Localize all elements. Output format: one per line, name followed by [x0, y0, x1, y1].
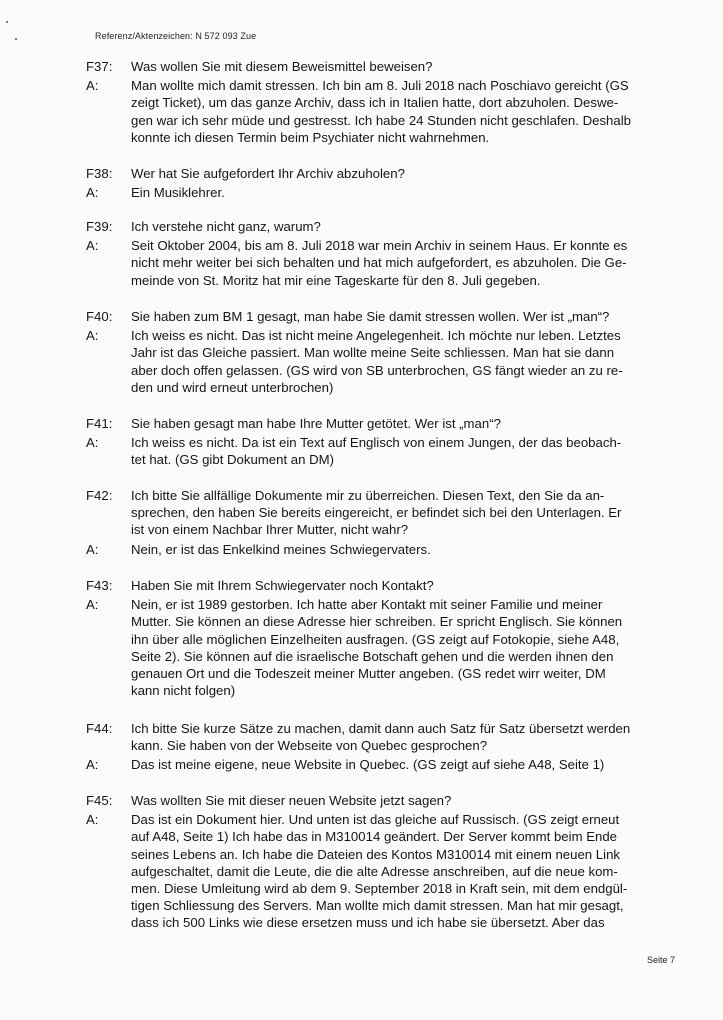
question-label: F43:	[86, 578, 113, 593]
question-row	[0, 792, 723, 809]
answer-label: A:	[86, 328, 99, 344]
answer-row	[0, 756, 723, 773]
answer-text: Ein Musiklehrer.	[131, 185, 225, 201]
answer-text: Nein, er ist das Enkelkind meines Schwiegervaters.	[131, 541, 431, 557]
qa-block-f39	[0, 218, 723, 289]
qa-block-f44	[0, 720, 723, 774]
answer-label: A:	[86, 812, 99, 828]
answer-text: Seit Oktober 2004, bis am 8. Juli 2018 war mein Archiv in seinem Haus. Er konnte es nicht mehr weiter bei sich behalten und hat mich aufgefordert, es abzuholen. Die Ge- meinde von St. Moritz hat mir eine Tageskarte für den 8. Juli gegeben.	[131, 238, 628, 288]
question-label: F38:	[86, 166, 113, 181]
question-text: Ich bitte Sie allfällige Dokumente mir zu überreichen. Diesen Text, den Sie da an- sprechen, den haben Sie bereits eingereicht, er befindet sich bei den Unterlagen. Er ist von einem Nachbar Ihrer Mutter, nicht wahr?	[131, 488, 622, 538]
question-row	[0, 577, 723, 594]
answer-row	[0, 184, 723, 201]
qa-block-f42	[0, 487, 723, 558]
question-text: Was wollten Sie mit dieser neuen Website jetzt sagen?	[131, 793, 452, 808]
answer-row	[0, 811, 723, 931]
question-text: Sie haben zum BM 1 gesagt, man habe Sie damit stressen wollen. Wer ist „man“?	[131, 309, 610, 324]
answer-row	[0, 434, 723, 468]
qa-block-f37	[0, 58, 723, 146]
question-label: F44:	[86, 721, 113, 736]
answer-text: Man wollte mich damit stressen. Ich bin am 8. Juli 2018 nach Poschiavo gereicht (GS zeigt Ticket), um das ganze Archiv, dass ich in Italien hatte, dort abzuholen. Deswe- gen war ich sehr müde und gestresst. Ich habe 24 Stunden nicht geschlafen. Deshalb konnte ich diesen Termin beim Psychiater nicht wahrnehmen.	[131, 78, 631, 145]
answer-row	[0, 237, 723, 289]
qa-block-f43	[0, 577, 723, 699]
question-label: F37:	[86, 59, 113, 74]
question-row	[0, 308, 723, 325]
answer-label: A:	[86, 238, 99, 254]
answer-label: A:	[86, 78, 99, 94]
answer-label: A:	[86, 541, 99, 557]
question-row	[0, 415, 723, 432]
qa-block-f40	[0, 308, 723, 396]
page-number: Seite 7	[647, 955, 676, 965]
question-row	[0, 720, 723, 754]
answer-row	[0, 327, 723, 396]
qa-block-f45	[0, 792, 723, 932]
question-row	[0, 165, 723, 182]
answer-label: A:	[86, 757, 99, 773]
question-label: F39:	[86, 219, 113, 234]
answer-text: Das ist meine eigene, neue Website in Quebec. (GS zeigt auf siehe A48, Seite 1)	[131, 757, 605, 773]
answer-label: A:	[86, 185, 99, 201]
answer-text: Das ist ein Dokument hier. Und unten ist das gleiche auf Russisch. (GS zeigt erneut auf A48, Seite 1) Ich habe das in M310014 geändert. Der Server kommt beim Ende seines Lebens an. Ich habe die Dateien des Kontos M310014 mit einem neuen Link aufgeschaltet, damit die Leute, die die alte Adresse anschreiben, auf die neue kom- men. Diese Umleitung wird ab dem 9. September 2018 in Kraft sein, mit dem endgül- tigen Schliessung des Servers. Man wollte mich damit stressen. Man hat mir gesagt, dass ich 500 Links wie diese ersetzen muss und ich habe sie übersetzt. Aber das	[131, 812, 628, 931]
answer-row	[0, 541, 723, 558]
answer-label: A:	[86, 435, 99, 451]
question-label: F45:	[86, 793, 113, 808]
question-row	[0, 487, 723, 539]
question-text: Sie haben gesagt man habe Ihre Mutter getötet. Wer ist „man“?	[131, 416, 501, 431]
answer-row	[0, 77, 723, 146]
answer-label: A:	[86, 597, 99, 613]
question-row	[0, 218, 723, 235]
scan-speck	[6, 21, 8, 23]
question-text: Wer hat Sie aufgefordert Ihr Archiv abzuholen?	[131, 166, 405, 181]
question-label: F42:	[86, 488, 113, 503]
qa-block-f38	[0, 165, 723, 201]
answer-text: Ich weiss es nicht. Das ist nicht meine Angelegenheit. Ich möchte nur leben. Letztes Jahr ist das Gleiche passiert. Man wollte meine Seite schliessen. Man hat sie dann aber doch offen gelassen. (GS wird von SB unterbrochen, GS fängt wieder an zu re- den und wird erneut unterbrochen)	[131, 328, 623, 395]
reference-number: Referenz/Aktenzeichen: N 572 093 Zue	[95, 31, 257, 41]
answer-row	[0, 596, 723, 699]
question-text: Haben Sie mit Ihrem Schwiegervater noch Kontakt?	[131, 578, 434, 593]
question-text: Ich bitte Sie kurze Sätze zu machen, damit dann auch Satz für Satz übersetzt werden kann. Sie haben von der Webseite von Quebec gesprochen?	[131, 721, 631, 754]
answer-text: Nein, er ist 1989 gestorben. Ich hatte aber Kontakt mit seiner Familie und meiner Mutter. Sie können an diese Adresse hier schreiben. Er spricht Englisch. Sie können ihn über alle möglichen Einzelheiten ausfragen. (GS zeigt auf Fotokopie, siehe A48, Seite 2). Sie können auf die israelische Botschaft gehen und die werden ihnen den genauen Ort und die Todeszeit meiner Mutter angeben. (GS redet wirr weiter, DM kann nicht folgen)	[131, 597, 623, 699]
scan-speck	[15, 38, 17, 40]
question-text: Ich verstehe nicht ganz, warum?	[131, 219, 321, 234]
question-label: F41:	[86, 416, 113, 431]
question-row	[0, 58, 723, 75]
qa-block-f41	[0, 415, 723, 469]
question-text: Was wollen Sie mit diesem Beweismittel beweisen?	[131, 59, 433, 74]
answer-text: Ich weiss es nicht. Da ist ein Text auf Englisch von einem Jungen, der das beobach- tet hat. (GS gibt Dokument an DM)	[131, 435, 622, 468]
question-label: F40:	[86, 309, 113, 324]
